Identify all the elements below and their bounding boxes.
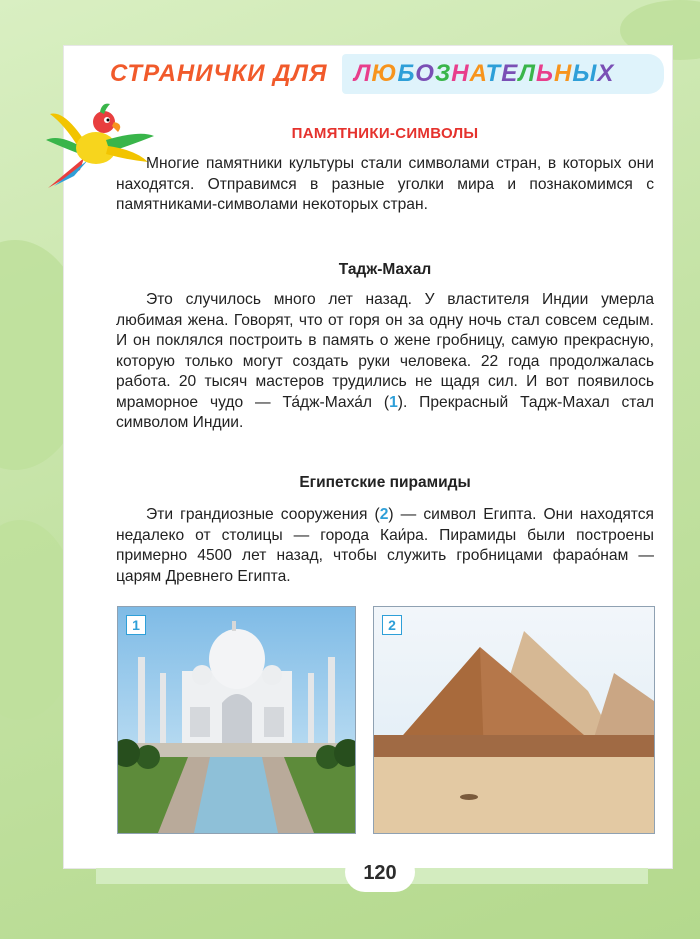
taj-mahal-photo — [117, 606, 356, 834]
pyramids-text-end: ) — символ Египта. Они находятся недалеко от столицы — города Каи́ра. Пирамиды были построены примерно 4500 лет назад, чтобы служить гробницами фарао́нам — царям Древнего Египта. — [116, 506, 654, 585]
photo-badge-1: 1 — [126, 615, 146, 635]
photo-badge-2: 2 — [382, 615, 402, 635]
header-word-2: ЛЮБОЗНАТЕЛЬНЫХ — [354, 60, 615, 87]
intro-paragraph — [116, 154, 654, 216]
taj-text-end: ). Прекрасный Тадж-Махал стал символом Индии. — [116, 393, 654, 431]
photo-ref-1: 1 — [389, 393, 398, 411]
section-title: ПАМЯТНИКИ-СИМВОЛЫ — [291, 125, 479, 142]
taj-paragraph — [116, 290, 654, 434]
page-number: 120 — [363, 862, 397, 884]
pyramids-heading: Египетские пирамиды — [299, 474, 471, 491]
taj-text: Это случилось много лет назад. У властителя Индии умерла любимая жена. Говорят, что от горя он за одну ночь стал совсем седым. И он поклялся построить в память о жене гробницу, самую прекрасную, которую только могут создать руки человека. 22 года продолжалась работа. 20 тысяч мастеров трудились не щадя сил. И вот появилось мраморное чудо — Та́дж-Маха́л ( — [116, 291, 654, 411]
pyramids-photo — [373, 606, 655, 834]
photo-ref-2: 2 — [379, 506, 389, 523]
pyramids-text: Эти грандиозные сооружения ( — [146, 506, 380, 523]
intro-text: Многие памятники культуры стали символами стран, в которых они находятся. Отправимся в разные уголки мира и познакомимся с памятниками-символами некоторых стран. — [116, 155, 654, 213]
taj-heading: Тадж-Махал — [338, 261, 432, 278]
header-word-1: СТРАНИЧКИ ДЛЯ — [110, 60, 328, 87]
pyramids-paragraph — [116, 505, 654, 587]
